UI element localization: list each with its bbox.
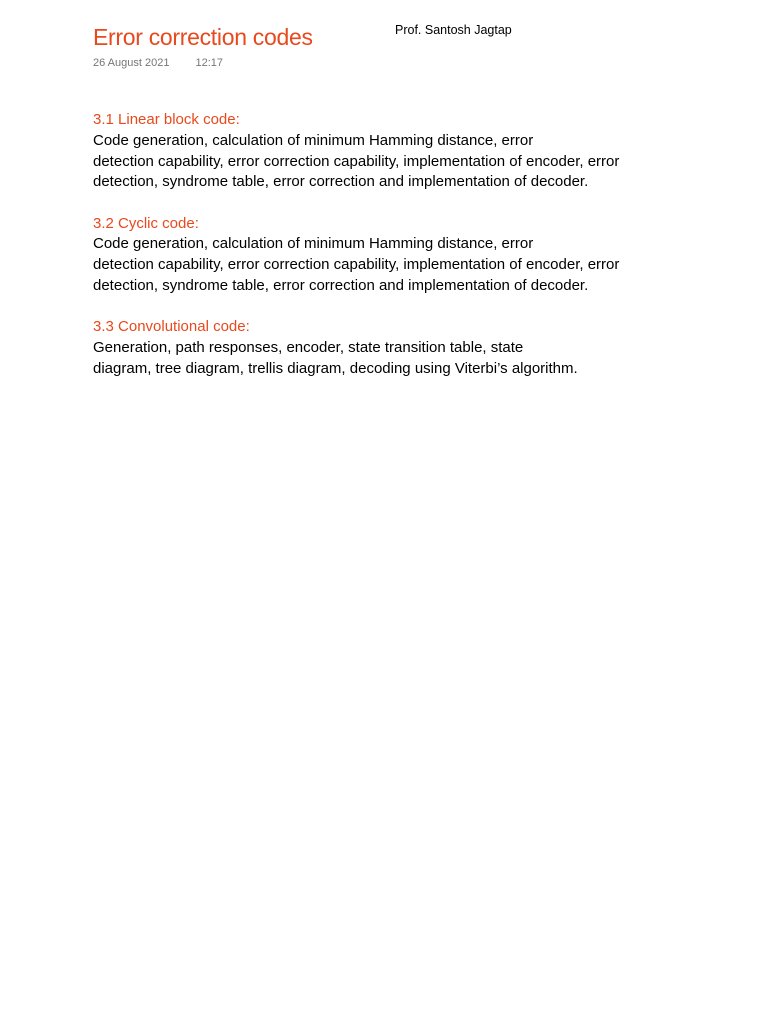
note-time: 12:17	[195, 57, 223, 69]
note-content	[93, 110, 705, 400]
section-text-line: detection, syndrome table, error correction and implementation of decoder.	[93, 277, 589, 295]
section-text-line: Generation, path responses, encoder, state transition table, state	[93, 339, 524, 357]
section-text-line: diagram, tree diagram, trellis diagram, decoding using Viterbi’s algorithm.	[93, 359, 578, 377]
section-cyclic-code	[93, 214, 705, 297]
section-heading: 3.3 Convolutional code:	[93, 318, 250, 336]
section-heading: 3.1 Linear block code:	[93, 111, 240, 128]
author-name: Prof. Santosh Jagtap	[395, 23, 512, 37]
section-convolutional-code	[93, 317, 705, 379]
section-text-line: Code generation, calculation of minimum Hamming distance, error	[93, 235, 534, 253]
note-date: 26 August 2021	[93, 57, 170, 69]
section-linear-block-code	[93, 110, 705, 193]
section-text-line: Code generation, calculation of minimum Hamming distance, error	[93, 131, 534, 149]
section-text-line: detection, syndrome table, error correction and implementation of decoder.	[93, 173, 589, 191]
note-meta	[93, 56, 223, 70]
section-text-line: detection capability, error correction capability, implementation of encoder, error	[93, 256, 620, 274]
section-heading: 3.2 Cyclic code:	[93, 214, 199, 232]
section-text-line: detection capability, error correction capability, implementation of encoder, error	[93, 152, 620, 170]
page-title: Error correction codes	[93, 24, 313, 50]
